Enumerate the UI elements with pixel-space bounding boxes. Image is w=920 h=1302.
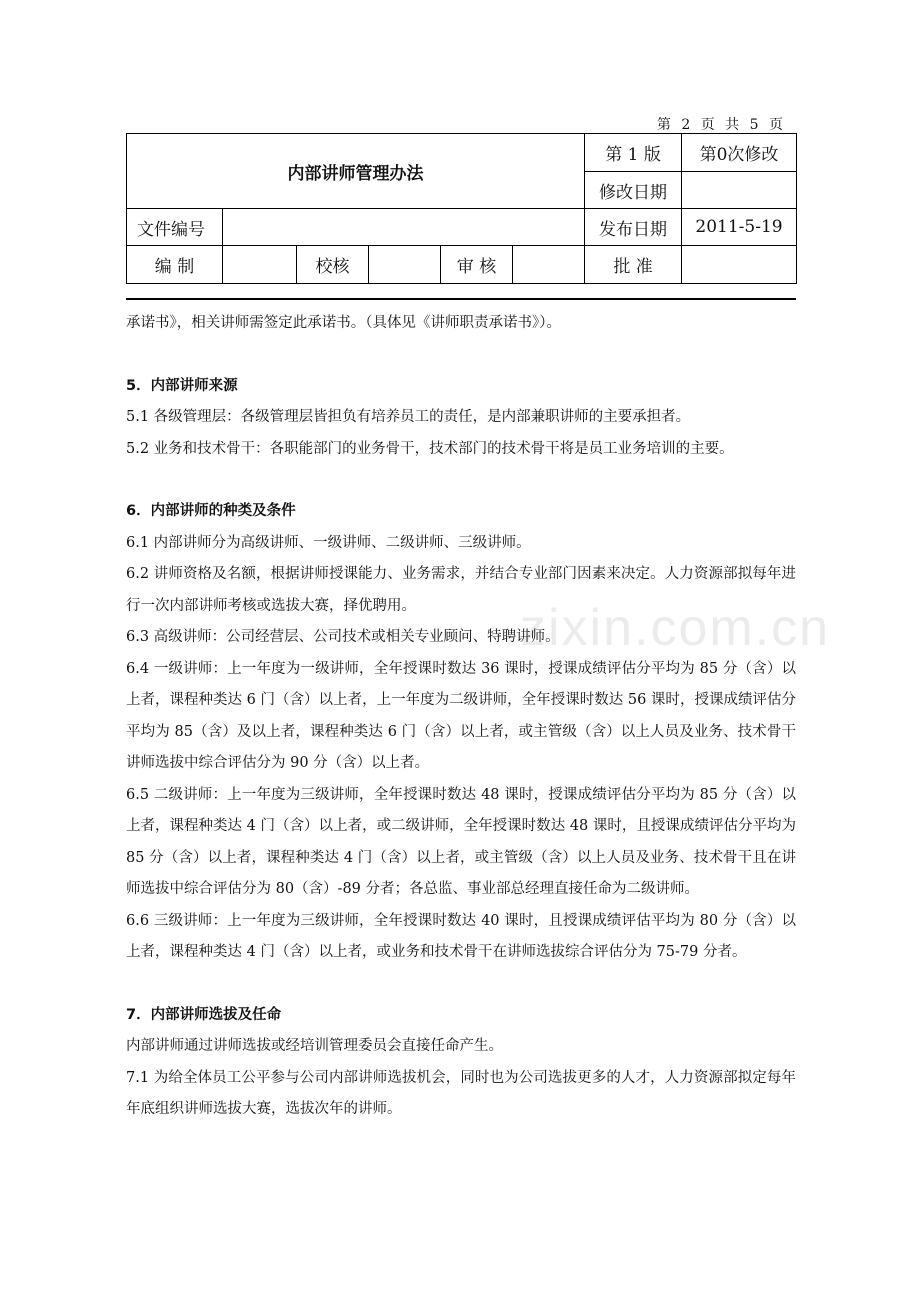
check-value: [369, 246, 441, 284]
review-value: [513, 246, 585, 284]
version-cell: 第 1 版: [585, 134, 682, 172]
compile-label: 编 制: [127, 246, 223, 284]
intro-paragraph: 承诺书》，相关讲师需签定此承诺书。（具体见《讲师职责承诺书》）。: [126, 315, 561, 331]
paragraph-6-6: 6.6 三级讲师：上一年度为三级讲师，全年授课时数达 40 课时，且授课成绩评估平均为 80 分（含）以上者，课程种类达 4 门（含）以上者，或业务和技术骨干在讲师选拔综合评估分为 75-79 分者。: [126, 912, 796, 960]
document-body: [126, 308, 796, 1126]
document-header-table: [126, 133, 797, 284]
header-divider: [126, 298, 796, 300]
section-5-heading: 5．内部讲师来源: [126, 377, 238, 394]
file-number-value: [223, 209, 585, 246]
paragraph-6-4: 6.4 一级讲师：上一年度为一级讲师，全年授课时数达 36 课时，授课成绩评估分平均为 85 分（含）以上者，课程种类达 6 门（含）以上者，上一年度为二级讲师，全年授课时数达 56 课时，授课成绩评估分平均为 85（含）及以上者，课程种类达 6 门（含）以上者，或主管级（含）以上人员及业务、技术骨干讲师选拔中综合评估分为 90 分（含）以上者。: [126, 660, 796, 771]
approve-value: [682, 246, 797, 284]
section-7-heading: 7．内部讲师选拔及任命: [126, 1006, 282, 1023]
check-label: 校核: [297, 246, 369, 284]
compile-value: [223, 246, 297, 284]
review-label: 审 核: [441, 246, 513, 284]
section-6-heading: 6．内部讲师的种类及条件: [126, 503, 296, 519]
paragraph-7-0: 内部讲师通过讲师选拔或经培训管理委员会直接任命产生。: [126, 1038, 503, 1054]
publish-date-label: 发布日期: [585, 209, 682, 246]
page-number: 第 2 页 共 5 页: [656, 117, 786, 133]
paragraph-5-1: 5.1 各级管理层：各级管理层皆担负有培养员工的责任，是内部兼职讲师的主要承担者。: [126, 409, 691, 425]
watermark: zixin.com.cn: [520, 599, 831, 657]
paragraph-6-2: 6.2 讲师资格及名额，根据讲师授课能力、业务需求，并结合专业部门因素来决定。人力资源部拟每年进行一次内部讲师考核或选拔大赛，择优聘用。: [126, 566, 796, 614]
paragraph-6-3: 6.3 高级讲师：公司经营层、公司技术或相关专业顾问、特聘讲师。: [126, 629, 560, 645]
modify-date-label: 修改日期: [585, 172, 682, 209]
approve-label: 批 准: [585, 246, 682, 284]
file-number-label: 文件编号: [127, 209, 223, 246]
document-title: 内部讲师管理办法: [127, 134, 585, 209]
modify-date-value: [682, 172, 797, 209]
publish-date-value: 2011-5-19: [682, 209, 797, 246]
paragraph-6-5: 6.5 二级讲师：上一年度为三级讲师，全年授课时数达 48 课时，授课成绩评估分平均为 85 分（含）以上者，课程种类达 4 门（含）以上者，或二级讲师，全年授课时数达 48 课时，且授课成绩评估分平均为 85 分（含）以上者，课程种类达 4 门（含）以上者，或主管级（含）以上人员及业务、技术骨干且在讲师选拔中综合评估分为 80（含）-89 分者；各总监、事业部总经理直接任命为二级讲师。: [126, 786, 796, 897]
paragraph-7-1: 7.1 为给全体员工公平参与公司内部讲师选拔机会，同时也为公司选拔更多的人才，人力资源部拟定每年年底组织讲师选拔大赛，选拔次年的讲师。: [126, 1069, 796, 1117]
paragraph-5-2: 5.2 业务和技术骨干：各职能部门的业务骨干，技术部门的技术骨干将是员工业务培训的主要。: [126, 440, 734, 457]
paragraph-6-1: 6.1 内部讲师分为高级讲师、一级讲师、二级讲师、三级讲师。: [126, 534, 531, 551]
revision-cell: 第0次修改: [682, 134, 797, 172]
